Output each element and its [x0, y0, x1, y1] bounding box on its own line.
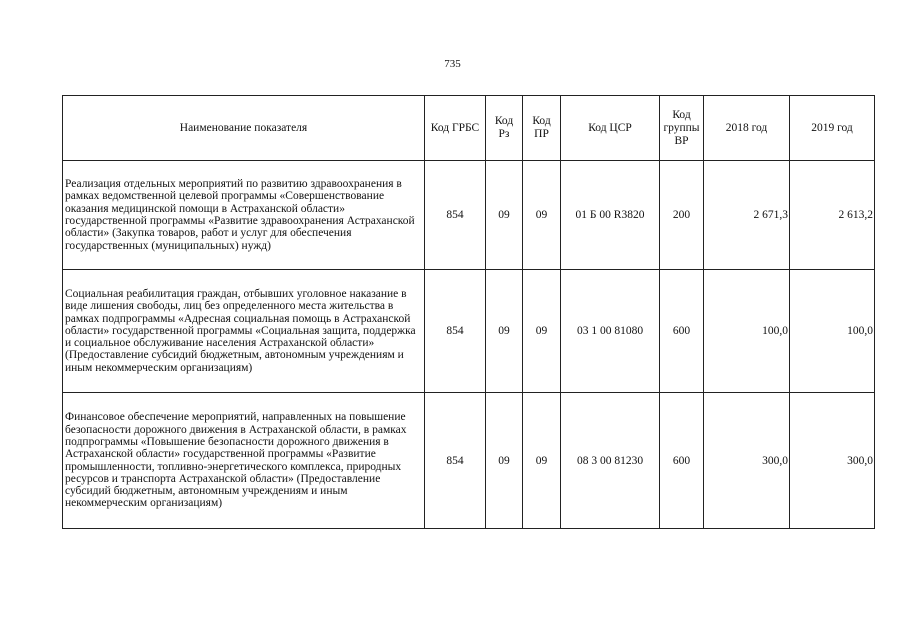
row-2019: 300,0 [790, 393, 875, 529]
row-pr: 09 [523, 270, 561, 393]
row-2019: 2 613,2 [790, 161, 875, 270]
row-2018: 2 671,3 [704, 161, 790, 270]
row-csr: 03 1 00 81080 [561, 270, 660, 393]
row-csr: 08 3 00 81230 [561, 393, 660, 529]
header-2019: 2019 год [790, 96, 875, 161]
row-grbs: 854 [425, 270, 486, 393]
row-vr: 600 [660, 393, 704, 529]
table-row [63, 270, 875, 393]
row-grbs: 854 [425, 393, 486, 529]
row-csr: 01 Б 00 R3820 [561, 161, 660, 270]
table-header-row [63, 96, 875, 161]
row-rz: 09 [486, 393, 523, 529]
row-2019: 100,0 [790, 270, 875, 393]
header-csr: Код ЦСР [561, 96, 660, 161]
header-name: Наименование показателя [63, 96, 425, 161]
budget-table [62, 95, 875, 529]
row-pr: 09 [523, 393, 561, 529]
row-pr: 09 [523, 161, 561, 270]
table-row [63, 161, 875, 270]
header-pr: Код ПР [523, 96, 561, 161]
table-row [63, 393, 875, 529]
row-rz: 09 [486, 161, 523, 270]
row-name: Финансовое обеспечение мероприятий, направленных на повышение безопасности дорожного движения в Астраханской области, в рамках подпрограммы «Повышение безопасности дорожного движения в Астраханской области» государственной программы «Развитие промышленности, топливно-энергетического комплекса, природных ресурсов и транспорта Астраханской области» (Предоставление субсидий бюджетным, автономным учреждениям и иным некоммерческим организациям) [63, 393, 425, 529]
row-vr: 200 [660, 161, 704, 270]
row-grbs: 854 [425, 161, 486, 270]
header-vr: Код группы ВР [660, 96, 704, 161]
page-number: 735 [444, 58, 461, 70]
header-2018: 2018 год [704, 96, 790, 161]
header-rz: Код Рз [486, 96, 523, 161]
row-name: Реализация отдельных мероприятий по развитию здравоохранения в рамках ведомственной целевой программы «Совершенствование оказания медицинской помощи в Астраханской области» государственной программы «Развитие здравоохранения Астраханской области» (Закупка товаров, работ и услуг для обеспечения государственных (муниципальных) нужд) [63, 161, 425, 270]
row-2018: 300,0 [704, 393, 790, 529]
row-2018: 100,0 [704, 270, 790, 393]
header-grbs: Код ГРБС [425, 96, 486, 161]
row-vr: 600 [660, 270, 704, 393]
row-name: Социальная реабилитация граждан, отбывших уголовное наказание в виде лишения свободы, лиц без определенного места жительства в рамках подпрограммы «Адресная социальная помощь в Астраханской области» государственной программы «Социальная защита, поддержка и социальное обслуживание населения Астраханской области» (Предоставление субсидий бюджетным, автономным учреждениям и иным некоммерческим организациям) [63, 270, 425, 393]
row-rz: 09 [486, 270, 523, 393]
